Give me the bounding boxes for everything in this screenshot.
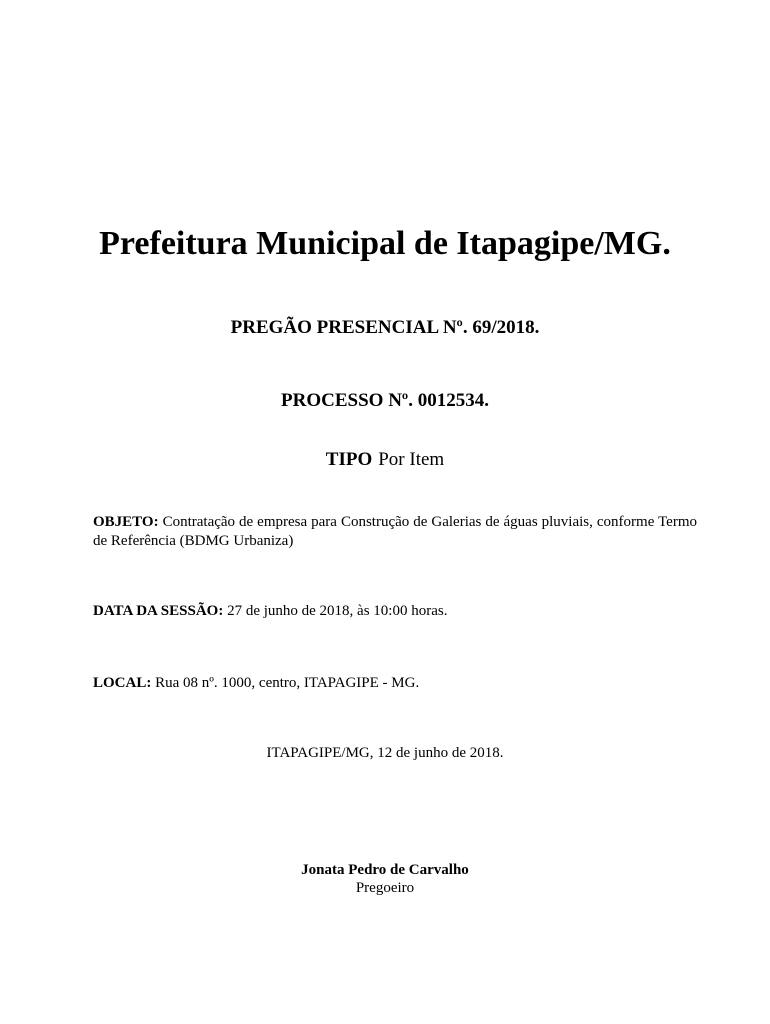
tipo-value: Por Item bbox=[378, 449, 445, 470]
processo-number: PROCESSO Nº. 0012534. bbox=[281, 390, 489, 411]
tipo-line bbox=[0, 448, 770, 472]
pregao-number: PREGÃO PRESENCIAL Nº. 69/2018. bbox=[230, 317, 540, 338]
local-line bbox=[93, 674, 697, 693]
data-sessao-label: DATA DA SESSÃO: bbox=[93, 603, 224, 619]
tipo-label: TIPO bbox=[325, 449, 373, 470]
signatory-name: Jonata Pedro de Carvalho bbox=[301, 862, 469, 878]
local-label: LOCAL: bbox=[93, 675, 152, 691]
document-title: Prefeitura Municipal de Itapagipe/MG. bbox=[99, 225, 671, 262]
signatory-role: Pregoeiro bbox=[355, 880, 415, 896]
objeto-paragraph bbox=[93, 513, 697, 551]
data-sessao-text: 27 de junho de 2018, às 10:00 horas. bbox=[227, 603, 448, 619]
data-sessao-line bbox=[93, 602, 697, 621]
objeto-label: OBJETO: bbox=[93, 514, 159, 530]
local-text: Rua 08 nº. 1000, centro, ITAPAGIPE - MG. bbox=[155, 675, 420, 691]
objeto-text: Contratação de empresa para Construção de Galerias de águas pluviais, conforme Termo de Referência (BDMG Urbaniza) bbox=[93, 514, 698, 549]
place-date-line: ITAPAGIPE/MG, 12 de junho de 2018. bbox=[266, 745, 504, 761]
